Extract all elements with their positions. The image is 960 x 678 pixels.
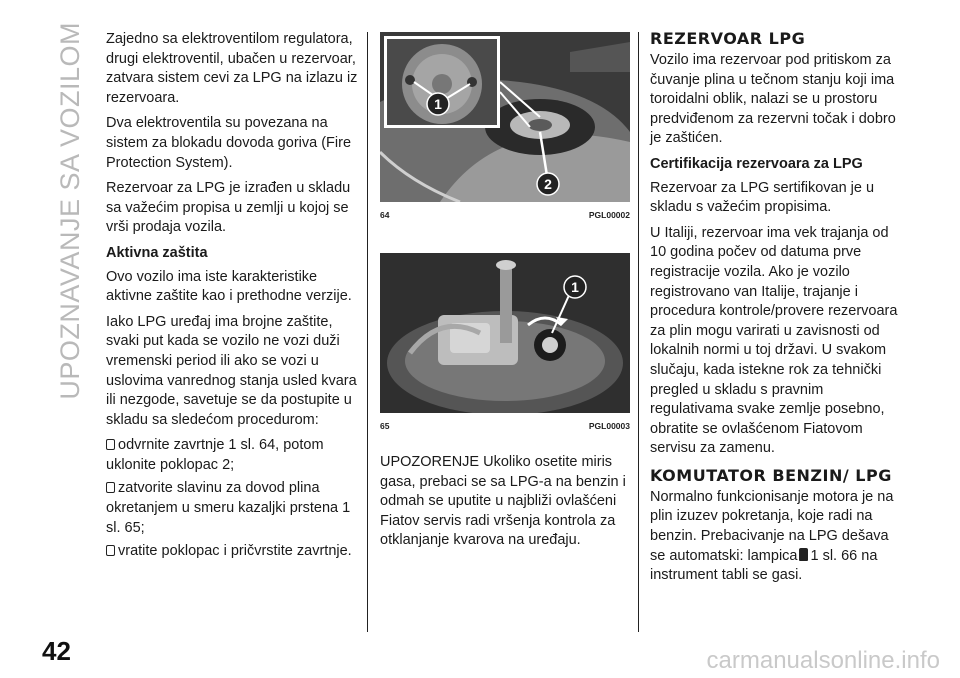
column-divider	[367, 32, 368, 632]
paragraph-text: 1 sl. 66 na instrument tabli se gasi.	[650, 547, 878, 584]
trunk-photo	[380, 32, 630, 202]
bullet-item	[106, 542, 364, 562]
text-column-right	[650, 30, 902, 592]
paragraph: Iako LPG uređaj ima brojne zaštite, svaki put kada se vozilo ne vozi duži vremenski period ili ako se vozi u uslovima vanrednog stanja usled kvara ili nezgode, savetuje se da postupite u skladu sa sledećom procedurom:	[106, 313, 357, 428]
page-number: 42	[42, 636, 71, 666]
figure-code: PGL00002	[588, 210, 630, 220]
figure-code: PGL00003	[588, 421, 630, 431]
section-heading: KOMUTATOR BENZIN/ LPG	[650, 465, 892, 485]
side-title-text: UPOZNAVANJE SA VOZILOM	[54, 22, 85, 400]
figure-caption	[380, 206, 630, 226]
bullet-text: vratite poklopac i pričvrstite zavrtnje.	[118, 543, 352, 560]
paragraph: Zajedno sa elektroventilom regulatora, drugi elektroventil, ubačen u rezervoar, zatvara sistem cevi za LPG na izlazu iz rezervoara.	[106, 31, 358, 106]
section-heading: Aktivna zaštita	[106, 244, 208, 261]
bullet-icon	[106, 482, 115, 493]
callout-1: 1	[434, 96, 442, 112]
column-divider	[638, 32, 639, 632]
figure-caption	[380, 417, 630, 437]
callout-2: 2	[544, 176, 552, 192]
paragraph: Ovo vozilo ima iste karakteristike aktivne zaštite kao i prethodne verzije.	[106, 268, 352, 305]
figure-column	[380, 32, 630, 557]
figure-number: 65	[380, 421, 390, 431]
section-side-title	[52, 22, 88, 400]
paragraph	[650, 488, 902, 586]
lpg-valve-photo	[380, 253, 630, 413]
text-column-left	[106, 30, 364, 566]
paragraph: Rezervoar za LPG sertifikovan je u skladu s važećim propisima.	[650, 179, 875, 216]
bullet-item	[106, 479, 364, 538]
bullet-icon	[106, 545, 115, 556]
paragraph: Rezervoar za LPG je izrađen u skladu sa važećim propisa u zemlji u kojoj se vrši prodaja vozila.	[106, 180, 351, 236]
watermark: carmanualsonline.info	[706, 647, 940, 674]
subsection-heading: Certifikacija rezervoara za LPG	[650, 155, 863, 172]
bullet-text: zatvorite slavinu za dovod plina okretanjem u smeru kazaljki prstena 1 sl. 65;	[106, 480, 351, 536]
bullet-item	[106, 436, 364, 475]
section-heading: REZERVOAR LPG	[650, 29, 806, 48]
figure-64	[380, 32, 630, 227]
figure-number: 64	[380, 210, 390, 220]
paragraph: U Italiji, rezervoar ima vek trajanja od 10 godina počev od datuma prve registracije vozila. Ako je vozilo registrovano van Italije, trajanje i procedura kontrole/provere rezervoara za plin mogu varirati u zavisnosti od lokalnih normi u toj državi. U svakom slučaju, kada istekne rok za tehnički pregled u skladu s pravnim regulativama svake zemlje posebno, obratite se ovlašćenom Fiatovom servisu za zamenu.	[650, 224, 898, 457]
bullet-icon	[106, 439, 115, 450]
bullet-text: odvrnite zavrtnje 1 sl. 64, potom uklonite poklopac 2;	[106, 437, 324, 473]
fuel-gauge-icon	[799, 548, 808, 561]
paragraph: Vozilo ima rezervoar pod pritiskom za čuvanje plina u tečnom stanju koji ima toroidalni oblik, nalazi se u prostoru predviđenom za rezervni točak i dobro je zaštićen.	[650, 52, 896, 147]
paragraph-text: Normalno funkcionisanje motora je na plin izuzev pokretanja, koje radi na benzin. Prebacivanje na LPG dešava se automatski: lampica	[650, 488, 894, 564]
paragraph: Dva elektroventila su povezana na sistem za blokadu dovoda goriva (Fire Protection System).	[106, 115, 352, 171]
callout-1: 1	[571, 279, 579, 295]
figure-65	[380, 253, 630, 439]
warning-text: UPOZORENJE Ukoliko osetite miris gasa, prebaci se sa LPG-a na benzin i odmah se uputite u najbliži ovlašćeni Fiatov servis radi vršenja kontrola za otklanjanje kvarova na uređaju.	[380, 454, 626, 549]
